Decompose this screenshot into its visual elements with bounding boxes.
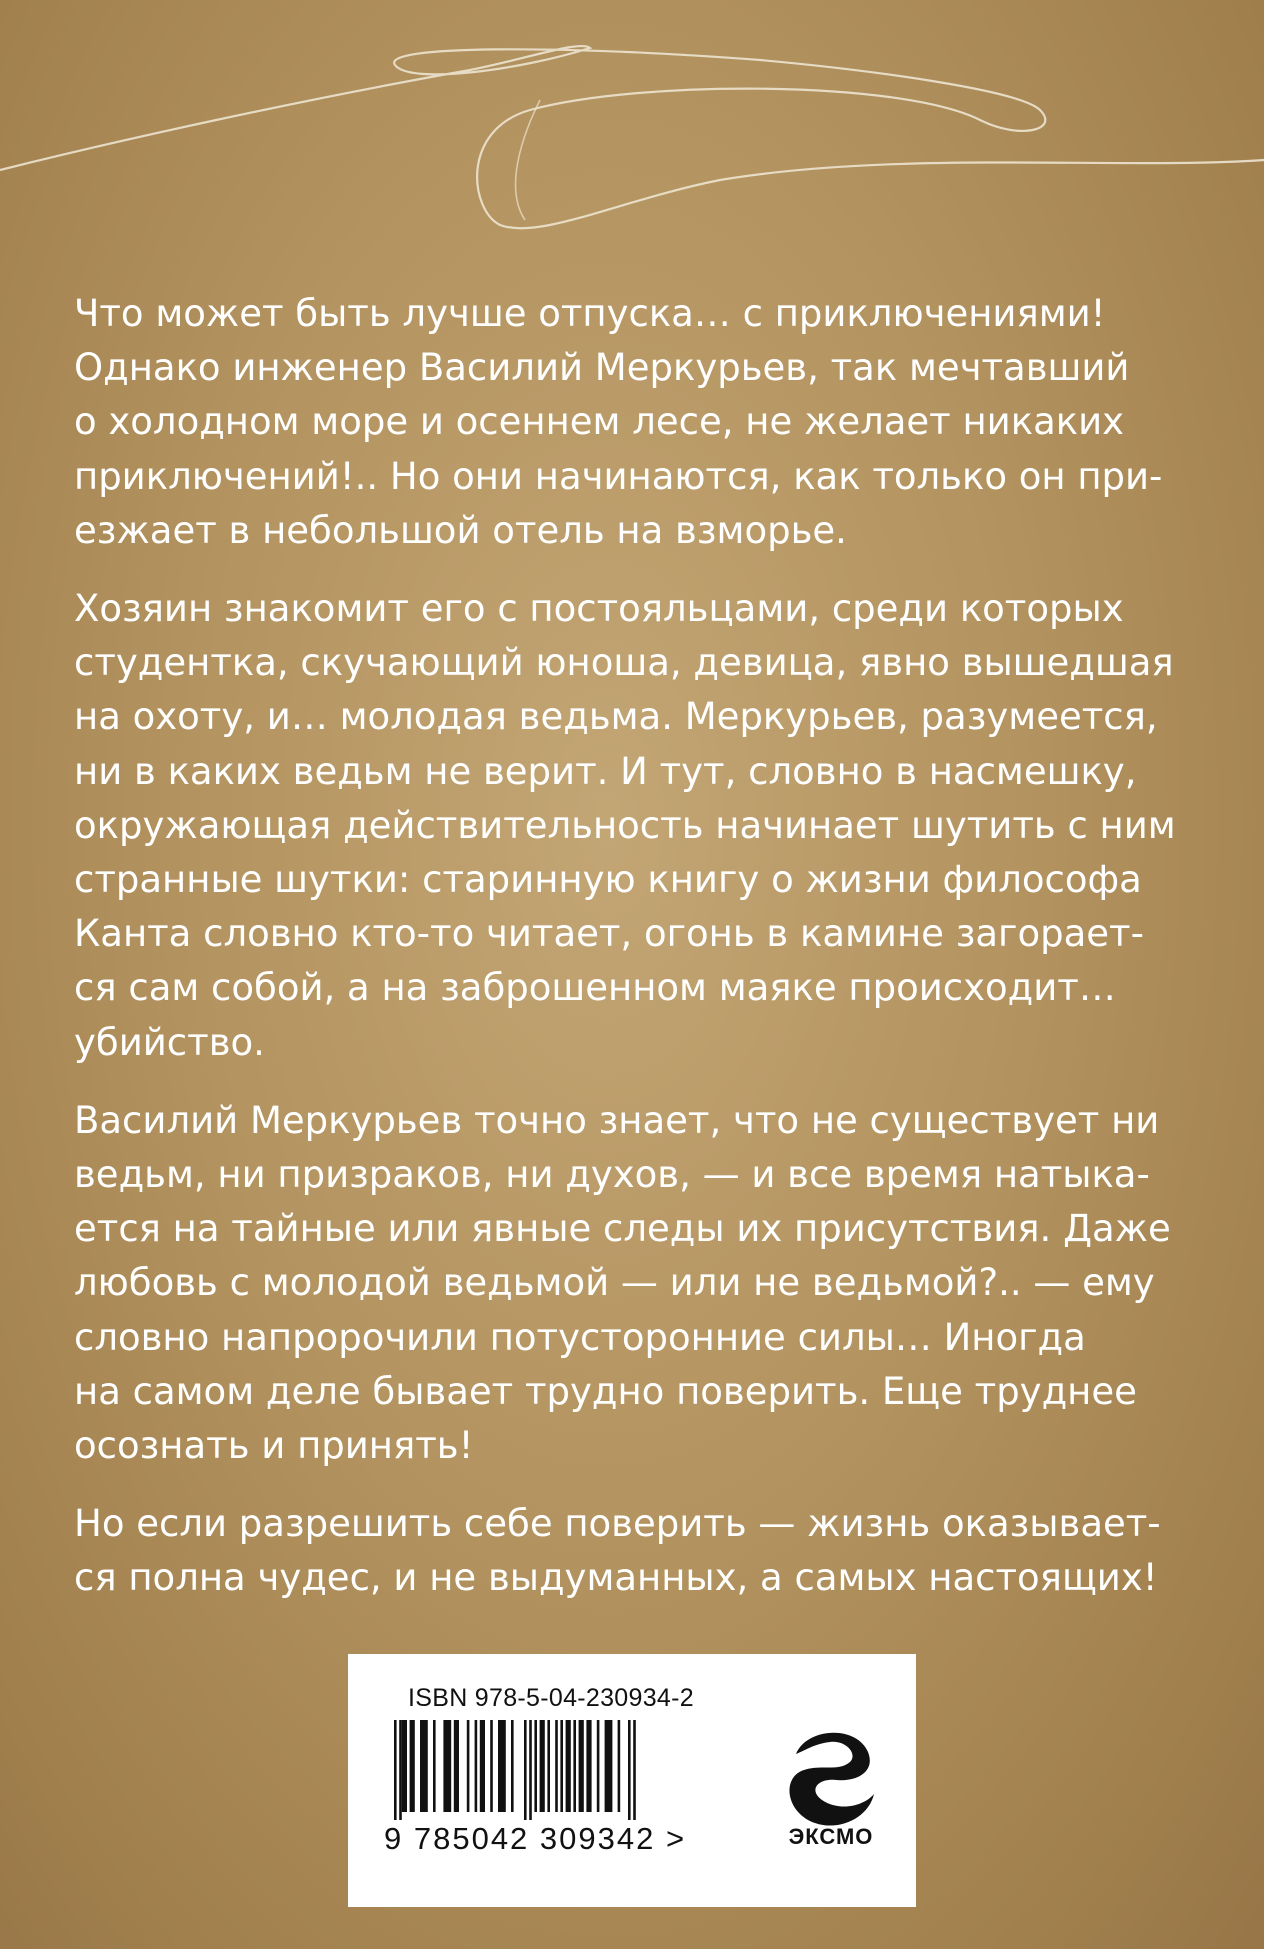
paragraph-2	[74, 582, 1194, 1070]
decorative-flourish	[0, 0, 1264, 260]
text-line: ется на тайные или явные следы их присутствия. Даже	[74, 1207, 1171, 1251]
text-line: ся сам собой, а на заброшенном маяке происходит…	[74, 966, 1116, 1010]
text-line: езжает в небольшой отель на взморье.	[74, 508, 847, 552]
text-line: Однако инженер Василий Меркурьев, так мечтавший	[74, 346, 1130, 390]
publisher-name: ЭКСМО	[788, 1824, 874, 1849]
isbn-label: ISBN 978-5-04-230934-2	[408, 1684, 694, 1712]
text-line: Но если разрешить себе поверить — жизнь оказывает-	[74, 1502, 1161, 1546]
text-line: ведьм, ни призраков, ни духов, — и все время натыка-	[74, 1153, 1150, 1197]
text-line: Василий Меркурьев точно знает, что не существует ни	[74, 1098, 1160, 1142]
text-line: на самом деле бывает трудно поверить. Еще труднее	[74, 1369, 1137, 1413]
paragraph-3	[74, 1094, 1194, 1473]
text-line: ни в каких ведьм не верит. И тут, словно в насмешку,	[74, 749, 1137, 793]
text-line: ся полна чудес, и не выдуманных, а самых настоящих!	[74, 1556, 1158, 1600]
paragraph-4	[74, 1497, 1194, 1605]
text-line: осознать и принять!	[74, 1424, 474, 1468]
barcode-icon	[394, 1720, 714, 1820]
text-line: Что может быть лучше отпуска… с приключениями!	[74, 292, 1106, 335]
text-line: словно напророчили потусторонние силы… Иногда	[74, 1315, 1086, 1359]
text-line: Канта словно кто-то читает, огонь в камине загорает-	[74, 912, 1144, 956]
barcode-digits: 9 785042 309342 >	[384, 1821, 687, 1856]
text-line: приключений!.. Но они начинаются, как только он при-	[74, 454, 1163, 498]
text-line: о холодном море и осеннем лесе, не желает никаких	[74, 400, 1125, 444]
text-line: на охоту, и… молодая ведьма. Меркурьев, разумеется,	[74, 695, 1158, 739]
book-description	[74, 287, 1194, 1630]
text-line: любовь с молодой ведьмой — или не ведьмой?.. — ему	[74, 1261, 1155, 1305]
paragraph-1	[74, 287, 1194, 558]
text-line: окружающая действительность начинает шутить с ним	[74, 803, 1176, 847]
text-line: убийство.	[74, 1020, 265, 1064]
barcode-panel	[348, 1654, 916, 1907]
text-line: студентка, скучающий юноша, девица, явно вышедшая	[74, 641, 1174, 685]
text-line: Хозяин знакомит его с постояльцами, среди которых	[74, 587, 1124, 631]
text-line: странные шутки: старинную книгу о жизни философа	[74, 858, 1142, 902]
